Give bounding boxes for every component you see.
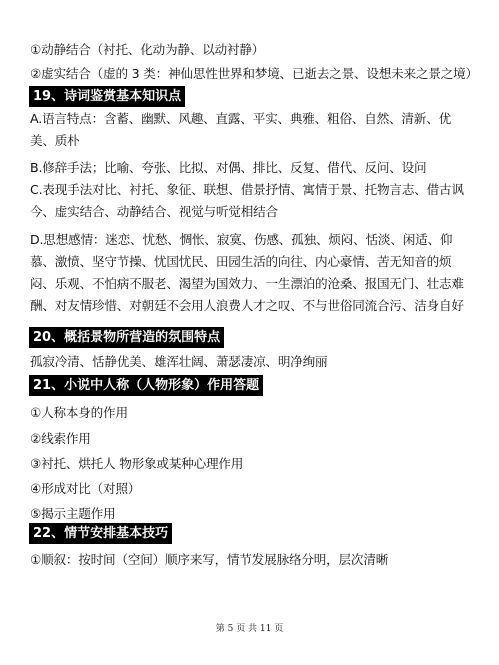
item-language-features: A.语言特点：含蓄、幽默、风趣、直露、平实、典雅、粗俗、自然、清新、优美、质朴 — [30, 111, 451, 148]
section-heading-22: 22、情节安排基本技巧 — [29, 523, 172, 544]
section-heading-19: 19、诗词鉴赏基本知识点 — [29, 86, 185, 107]
item-form-contrast: ④形成对比（对照） — [30, 481, 141, 496]
item-thoughts-feelings: D.思想感情：迷恋、忧愁、惆怅、寂寞、伤感、孤独、烦闷、恬淡、闲适、仰慕、激愤、坚守节操、忧国忧民、田园生活的向往、内心豪情、苦无知音的烦闷、乐观、不怕病不服老、渴望为国效力、一生漂泊的沧桑、报国无门、壮志难酬、对友情珍惜、对朝廷不会用人浪费人才之叹、不与世俗同流合污、洁身自好 — [30, 232, 464, 313]
section-heading-20: 20、概括景物所营造的氛围特点 — [29, 327, 224, 348]
item-dynamic-static: ①动静结合（衬托、化动为静、以动衬静） — [30, 42, 265, 57]
item-virtual-real: ②虚实结合（虚的 3 类：神仙思性世界和梦境、已逝去之景、设想未来之景之境） — [30, 66, 478, 81]
section-heading-21: 21、小说中人称（人物形象）作用答题 — [29, 375, 263, 396]
item-atmosphere: 孤寂冷清、恬静优美、雄浑壮阔、萧瑟凄凉、明净绚丽 — [30, 354, 328, 369]
page-number: 第 5 页 共 11 页 — [215, 624, 284, 634]
item-reveal-theme: ⑤揭示主题作用 — [30, 506, 116, 521]
item-contrast-support: ③衬托、烘托人 物形象或某种心理作用 — [30, 456, 244, 471]
item-clue-role: ②线索作用 — [30, 431, 91, 446]
item-rhetoric: B.修辞手法；比喻、夸张、比拟、对偶、排比、反复、借代、反问、设问 — [30, 160, 427, 175]
item-chronological: ①顺叙：按时间（空间）顺序来写，情节发展脉络分明，层次清晰 — [30, 552, 389, 567]
item-person-role: ①人称本身的作用 — [30, 405, 128, 420]
item-expression-techniques: C.表现手法对比、衬托、象征、联想、借景抒情、寓情于景、托物言志、借古讽今、虚实结合、动静结合、视觉与听觉相结合 — [30, 182, 464, 219]
